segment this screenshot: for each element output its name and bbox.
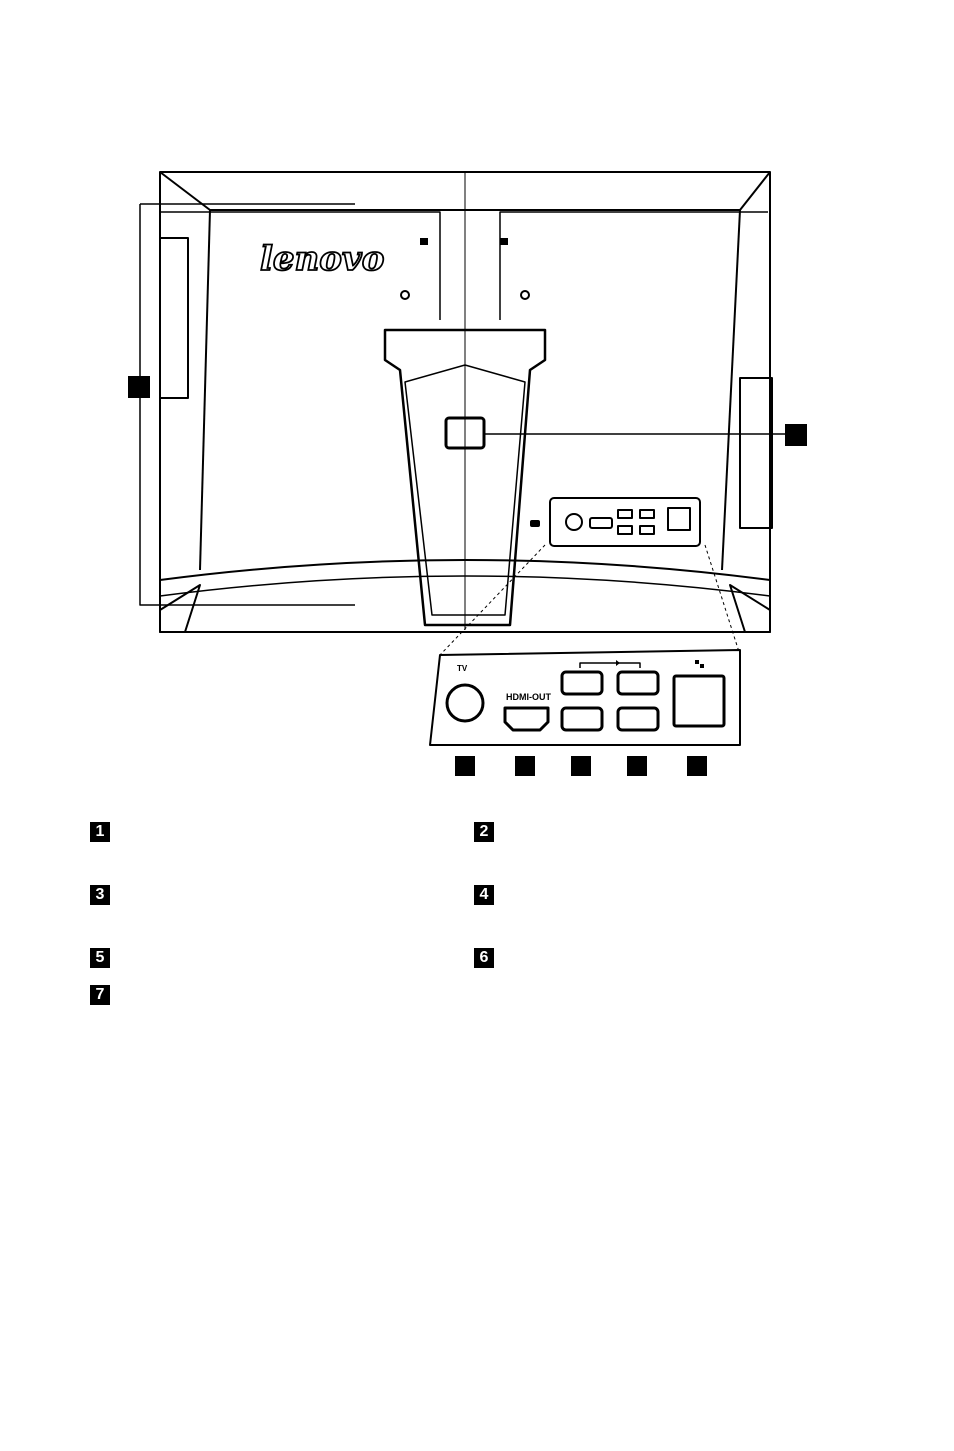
ethernet-icon (695, 660, 704, 668)
usb-port-1 (562, 672, 602, 694)
tv-port-label: TV (457, 664, 468, 673)
screw-hole (401, 291, 409, 299)
legend-number-6: 6 (474, 948, 494, 968)
usb-port-4 (618, 708, 658, 730)
callout-box-left (128, 376, 150, 398)
legend-number-2: 2 (474, 822, 494, 842)
callout-box-usb1 (571, 756, 591, 776)
legend-number-3: 3 (90, 885, 110, 905)
lenovo-logo: lenovo (260, 239, 385, 279)
legend-number-5: 5 (90, 948, 110, 968)
hdmi-out-port (505, 708, 548, 730)
callout-box-hdmi (515, 756, 535, 776)
callout-box-right (785, 424, 807, 446)
right-side-ports-panel (740, 378, 772, 528)
callout-box-ethernet (687, 756, 707, 776)
inner-panel (160, 212, 768, 320)
rear-port-panel (550, 498, 700, 546)
usb-port-3 (562, 708, 602, 730)
usb-port-2 (618, 672, 658, 694)
left-side-bay (160, 238, 188, 398)
callout-box-tv (455, 756, 475, 776)
tv-port (447, 685, 483, 721)
screw-hole (521, 291, 529, 299)
legend-number-4: 4 (474, 885, 494, 905)
speaker-icon (420, 238, 508, 245)
callout-box-usb2 (627, 756, 647, 776)
security-lock-icon (530, 520, 540, 527)
hdmi-out-label: HDMI-OUT (506, 692, 551, 702)
legend-number-1: 1 (90, 822, 110, 842)
legend-number-7: 7 (90, 985, 110, 1005)
ethernet-port (674, 676, 724, 726)
